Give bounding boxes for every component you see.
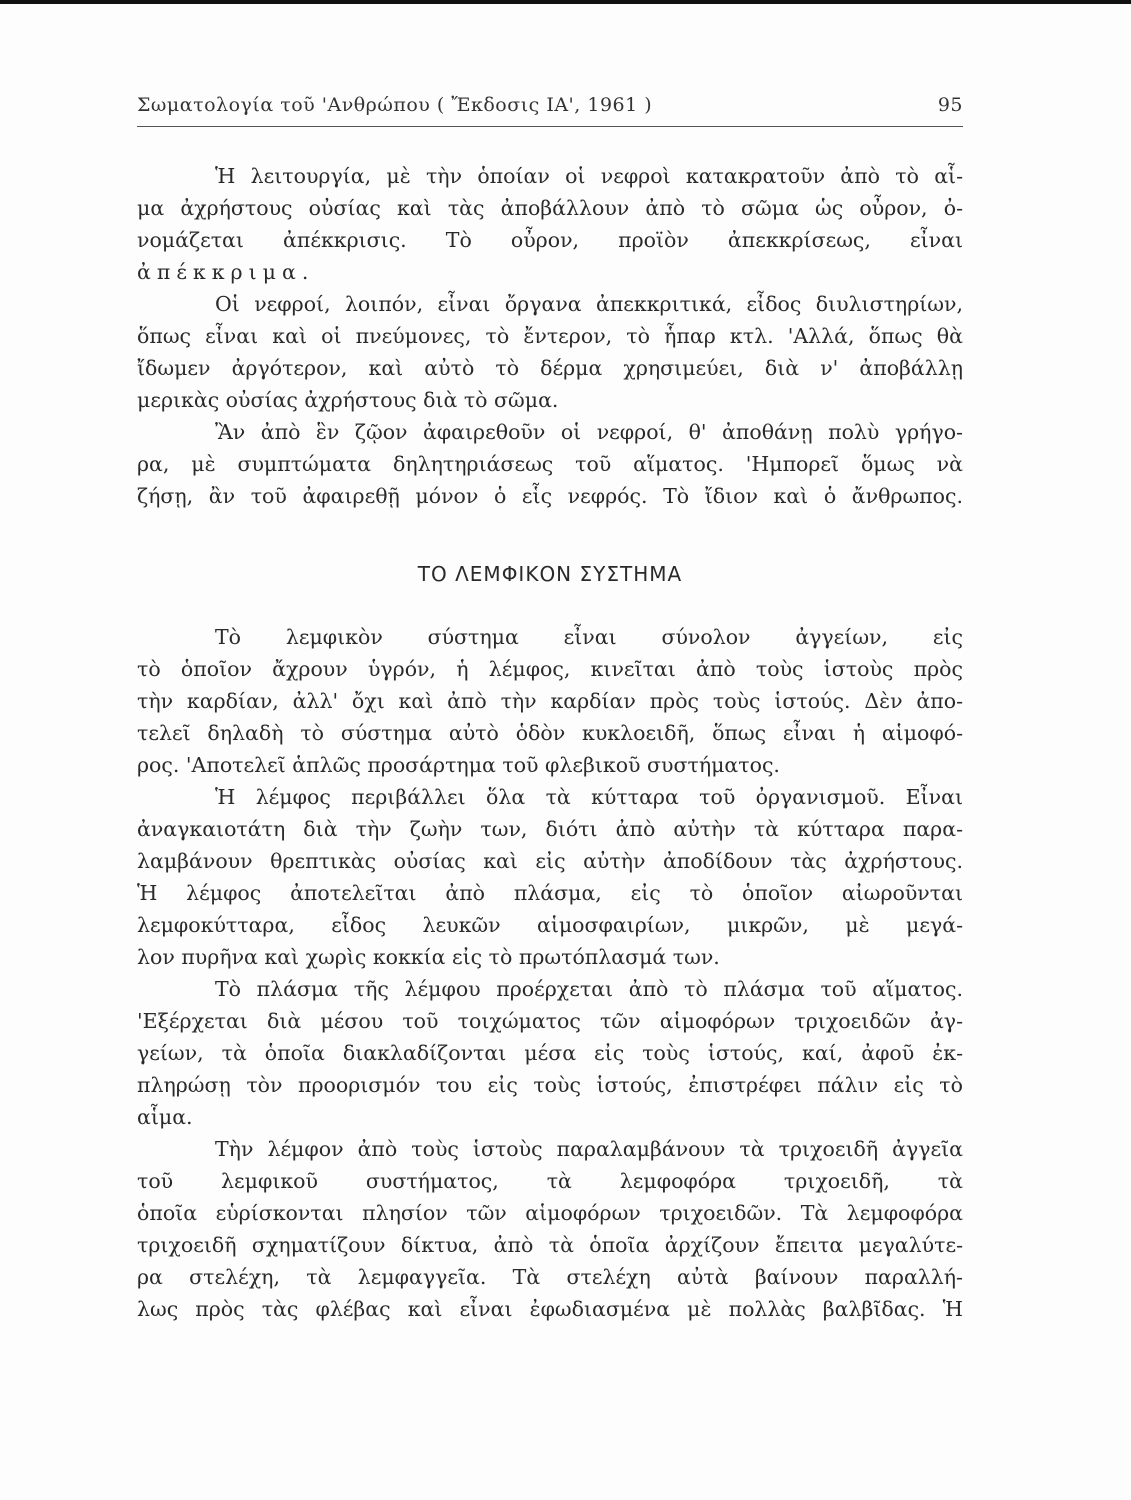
text-line: ὁποῖα εὑρίσκονται πλησίον τῶν αἱμοφόρων τριχοειδῶν. Τὰ λεμφοφόρα [137,1201,963,1225]
text-line: αἷμα. [137,1105,193,1129]
section-heading: ΤΟ ΛΕΜΦΙΚΟΝ ΣΥΣΤΗΜΑ [417,562,683,586]
text-line: νομάζεται ἀπέκκρισις. Τὸ οὖρον, προϊὸν ἀπεκκρίσεως, εἶναι [137,228,963,252]
text-line: Τὸ πλάσμα τῆς λέμφου προέρχεται ἀπὸ τὸ πλάσμα τοῦ αἵματος. [215,977,963,1001]
text-block-kidneys [137,160,963,512]
page-number: 95 [937,94,963,116]
text-line: Ἡ λειτουργία, μὲ τὴν ὁποίαν οἱ νεφροὶ κατακρατοῦν ἀπὸ τὸ αἷ- [215,164,963,188]
text-line: τριχοειδῆ σχηματίζουν δίκτυα, ἀπὸ τὰ ὁποῖα ἀρχίζουν ἔπειτα μεγαλύτε- [137,1233,963,1257]
text-line: λως πρὸς τὰς φλέβας καὶ εἶναι ἐφωδιασμένα μὲ πολλὰς βαλβῖδας. Ἡ [137,1297,963,1321]
running-header [137,92,963,127]
text-block-lymph [137,621,963,1325]
text-line: Τὸ λεμφικὸν σύστημα εἶναι σύνολον ἀγγείων, εἰς [215,625,963,649]
text-line: τελεῖ δηλαδὴ τὸ σύστημα αὐτὸ ὁδὸν κυκλοειδῆ, ὅπως εἶναι ἡ αἱμοφό- [137,721,963,745]
text-line: λεμφοκύτταρα, εἶδος λευκῶν αἱμοσφαιρίων, μικρῶν, μὲ μεγά- [137,913,963,937]
text-line: ρα στελέχη, τὰ λεμφαγγεῖα. Τὰ στελέχη αὐτὰ βαίνουν παραλλή- [137,1265,963,1289]
text-line: ἀπέκκριμα. [137,260,315,284]
text-line: μερικὰς οὐσίας ἀχρήστους διὰ τὸ σῶμα. [137,388,559,412]
text-line: Ἡ λέμφος ἀποτελεῖται ἀπὸ πλάσμα, εἰς τὸ ὁποῖον αἰωροῦνται [137,881,963,905]
text-line: 'Εξέρχεται διὰ μέσου τοῦ τοιχώματος τῶν αἱμοφόρων τριχοειδῶν ἀγ- [137,1009,963,1033]
text-line: λαμβάνουν θρεπτικὰς οὐσίας καὶ εἰς αὐτὴν ἀποδίδουν τὰς ἀχρήστους. [137,849,963,873]
text-line: ἴδωμεν ἀργότερον, καὶ αὐτὸ τὸ δέρμα χρησιμεύει, διὰ ν' ἀποβάλλῃ [137,356,963,380]
text-line: λον πυρῆνα καὶ χωρὶς κοκκία εἰς τὸ πρωτόπλασμά των. [137,945,720,969]
text-line: Ἂν ἀπὸ ἓν ζῷον ἀφαιρεθοῦν οἱ νεφροί, θ' ἀποθάνῃ πολὺ γρήγο- [215,420,963,444]
text-line: γείων, τὰ ὁποῖα διακλαδίζονται μέσα εἰς τοὺς ἱστούς, καί, ἀφοῦ ἐκ- [137,1041,963,1065]
text-line: Οἱ νεφροί, λοιπόν, εἶναι ὄργανα ἀπεκκριτικά, εἶδος διυλιστηρίων, [215,292,963,316]
text-line: Τὴν λέμφον ἀπὸ τοὺς ἱστοὺς παραλαμβάνουν τὰ τριχοειδῆ ἀγγεῖα [215,1137,963,1161]
text-line: μα ἀχρήστους οὐσίας καὶ τὰς ἀποβάλλουν ἀπὸ τὸ σῶμα ὡς οὖρον, ὀ- [137,196,963,220]
text-line: ρος. 'Αποτελεῖ ἁπλῶς προσάρτημα τοῦ φλεβικοῦ συστήματος. [137,753,780,777]
text-line: Ἡ λέμφος περιβάλλει ὅλα τὰ κύτταρα τοῦ ὀργανισμοῦ. Εἶναι [215,785,963,809]
scan-top-edge [0,0,1131,4]
running-title: Σωματολογία τοῦ 'Ανθρώπου ( Ἔκδοσις ΙΑ', 1961 ) [137,94,653,116]
text-line: ἀναγκαιοτάτη διὰ τὴν ζωὴν των, διότι ἀπὸ αὐτὴν τὰ κύτταρα παρα- [137,817,963,841]
text-line: ζήσῃ, ἂν τοῦ ἀφαιρεθῇ μόνον ὁ εἷς νεφρός. Τὸ ἴδιον καὶ ὁ ἄνθρωπος. [137,484,963,508]
text-line: τοῦ λεμφικοῦ συστήματος, τὰ λεμφοφόρα τριχοειδῆ, τὰ [137,1169,963,1193]
text-line: ὅπως εἶναι καὶ οἱ πνεύμονες, τὸ ἔντερον, τὸ ἧπαρ κτλ. 'Αλλά, ὅπως θὰ [137,324,963,348]
text-line: ρα, μὲ συμπτώματα δηλητηριάσεως τοῦ αἵματος. 'Ημπορεῖ ὅμως νὰ [137,452,963,476]
text-line: πληρώσῃ τὸν προορισμόν του εἰς τοὺς ἱστούς, ἐπιστρέφει πάλιν εἰς τὸ [137,1073,963,1097]
text-line: τὸ ὁποῖον ἄχρουν ὑγρόν, ἡ λέμφος, κινεῖται ἀπὸ τοὺς ἱστοὺς πρὸς [137,657,963,681]
text-line: τὴν καρδίαν, ἀλλ' ὄχι καὶ ἀπὸ τὴν καρδίαν πρὸς τοὺς ἱστούς. Δὲν ἀπο- [137,689,963,713]
